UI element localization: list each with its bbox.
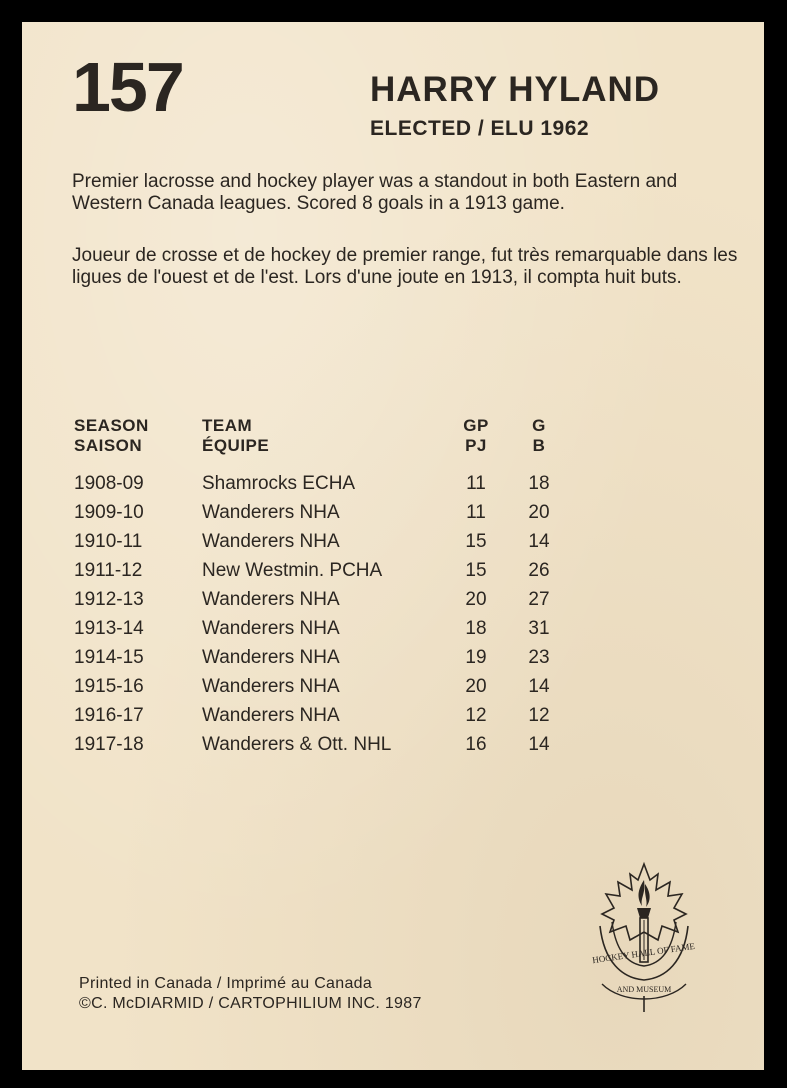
team-cell: Wanderers NHA [202,647,340,668]
stats-row [72,556,572,585]
season-header: SEASON SAISON [74,416,149,455]
stats-row [72,585,572,614]
team-cell: Wanderers NHA [202,705,340,726]
stats-row [72,498,572,527]
trading-card-back [22,22,764,1070]
team-cell: Wanderers NHA [202,618,340,639]
description-english: Premier lacrosse and hockey player was a standout in both Eastern and Western Canada leagues. Scored 8 goals in a 1913 game. [72,171,678,214]
card-number: 157 [72,48,183,126]
games-played-cell: 12 [465,705,487,726]
season-cell: 1912-13 [74,589,144,610]
team-header: TEAM ÉQUIPE [202,416,270,455]
goals-cell: 14 [528,734,550,755]
goals-cell: 20 [528,502,550,523]
goals-cell: 23 [528,647,550,668]
printed-in-canada: Printed in Canada / Imprimé au Canada [79,975,373,992]
games-played-cell: 15 [465,560,487,581]
hall-of-fame-emblem-icon [582,860,707,1015]
games-played-cell: 19 [465,647,487,668]
goals-cell: 18 [528,473,550,494]
games-played-header: GP PJ [463,416,489,455]
team-cell: Wanderers NHA [202,676,340,697]
team-cell: Wanderers NHA [202,502,340,523]
team-cell: Wanderers NHA [202,531,340,552]
games-played-cell: 11 [466,473,486,494]
season-cell: 1913-14 [74,618,144,639]
svg-text:AND MUSEUM: AND MUSEUM [616,985,672,994]
stats-row [72,527,572,556]
stats-row [72,643,572,672]
season-cell: 1910-11 [74,531,143,552]
goals-cell: 14 [528,531,550,552]
stats-row [72,701,572,730]
games-played-cell: 20 [465,676,487,697]
elected-year: ELECTED / ELU 1962 [370,117,590,140]
season-cell: 1909-10 [74,502,144,523]
description-french: Joueur de crosse et de hockey de premier range, fut très remarquable dans les ligues de l'ouest et de l'est. Lors d'une joute en 1913, il compta huit buts. [72,245,738,288]
games-played-cell: 16 [465,734,487,755]
goals-cell: 14 [528,676,550,697]
season-cell: 1916-17 [74,705,144,726]
team-cell: Wanderers & Ott. NHL [202,734,392,755]
season-cell: 1914-15 [74,647,144,668]
stats-row [72,614,572,643]
season-cell: 1915-16 [74,676,144,697]
team-cell: New Westmin. PCHA [202,560,383,581]
svg-text:HOCKEY HALL OF FAME: HOCKEY HALL OF FAME [591,940,696,966]
season-cell: 1911-12 [74,560,143,581]
player-name: HARRY HYLAND [370,70,661,109]
team-cell: Wanderers NHA [202,589,340,610]
goals-cell: 31 [528,618,550,639]
season-cell: 1917-18 [74,734,144,755]
games-played-cell: 15 [465,531,487,552]
copyright-line: ©C. McDIARMID / CARTOPHILIUM INC. 1987 [79,995,422,1012]
games-played-cell: 20 [465,589,487,610]
games-played-cell: 18 [465,618,487,639]
stats-row [72,672,572,701]
goals-cell: 12 [528,705,550,726]
goals-header: G B [532,416,546,455]
goals-cell: 26 [528,560,550,581]
stats-row [72,469,572,498]
stats-row [72,730,572,759]
card-footer [79,974,422,1014]
team-cell: Shamrocks ECHA [202,473,356,494]
games-played-cell: 11 [466,502,486,523]
goals-cell: 27 [528,589,550,610]
season-cell: 1908-09 [74,473,144,494]
